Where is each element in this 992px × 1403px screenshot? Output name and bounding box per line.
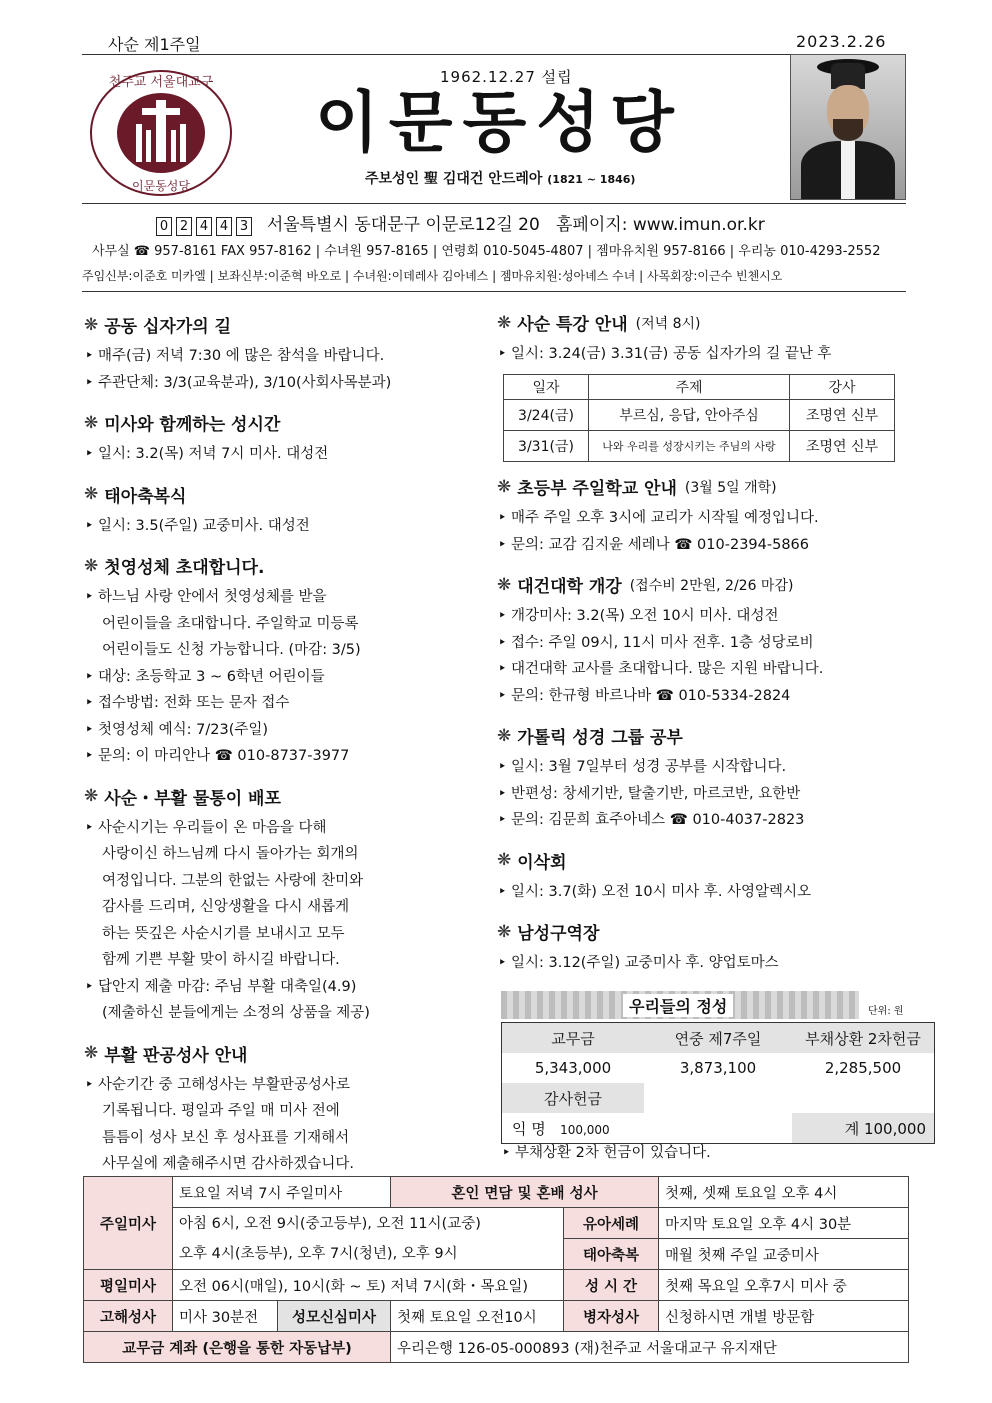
notice-line: 틈틈이 성사 보신 후 성사표를 기재해서 (102, 1129, 350, 1146)
table-header: 강사 (790, 374, 895, 399)
section-title (84, 482, 494, 507)
logo-text-bottom: 이문동성당 (132, 179, 190, 193)
section-title-text: 첫영성체 초대합니다. (104, 558, 265, 578)
star-icon: ❋ (497, 574, 512, 595)
offering-note: ‣ 부채상환 2차 헌금이 있습니다. (501, 1140, 992, 1167)
address-line (156, 210, 765, 236)
notice-line: ‣ 문의: 이 마리안나 ☎ 010-8737-3977 (84, 743, 494, 770)
notice-line: 어린이들도 신청 가능합니다. (마감: 3/5) (102, 642, 361, 658)
table-row (504, 430, 895, 461)
notice-line: ‣ 문의: 김문희 효주아네스 ☎ 010-4037-2823 (497, 807, 907, 834)
star-icon: ❋ (84, 555, 99, 576)
section-title-text: 대건대학 개강 (517, 577, 622, 597)
notice-line: ‣ 매주(금) 저녁 7:30 에 많은 참석을 바랍니다. (84, 343, 494, 370)
marriage-label: 혼인 면담 및 혼배 성사 (391, 1177, 659, 1208)
account-label: 교무금 계좌 (은행을 통한 자동납부) (84, 1332, 391, 1363)
issue-date: 2023.2.26 (796, 32, 887, 51)
notice-section (497, 848, 907, 906)
table-header: 부채상환 2차헌금 (805, 1029, 921, 1048)
section-title (84, 410, 494, 435)
sunday-mass-times (173, 1208, 564, 1270)
sunday-mass-line: 아침 6시, 오전 9시(중고등부), 오전 11시(교중) (179, 1215, 481, 1232)
parish-logo (90, 70, 232, 196)
section-title (497, 848, 907, 873)
sick-sacrament-label: 병자성사 (564, 1301, 659, 1332)
notice-line: 어린이들을 초대합니다. 주일학교 미등록 (102, 615, 359, 632)
sunday-mass-sat: 토요일 저녁 7시 주일미사 (173, 1177, 391, 1208)
left-column (84, 312, 494, 1192)
holy-hour-label: 성 시 간 (564, 1270, 659, 1301)
section-title-text: 이삭회 (517, 852, 567, 873)
notice-section (497, 474, 907, 558)
table-cell: 조명연 신부 (790, 430, 895, 461)
staff-list: 주임신부:이준호 미카엘 | 보좌신부:이준혁 바오로 | 수녀원:이데레사 김아녜스 | 젬마유치원:성아녜스 수녀 | 사목회장:이근수 빈첸시오 (82, 269, 783, 283)
section-title-text: 태아축복식 (104, 486, 187, 507)
fetal-blessing-time: 매월 첫째 주일 교중미사 (659, 1239, 909, 1270)
notice-line: ‣ 접수: 주일 09시, 11시 미사 전후. 1층 성당로비 (497, 630, 907, 657)
notice-line: (제출하신 분들에게는 소정의 상품을 제공) (102, 1005, 370, 1021)
offering-table (501, 1022, 935, 1144)
founded-date: 1962.12.27 설립 (440, 68, 573, 86)
offering-banner (501, 991, 859, 1019)
confession-time: 미사 30분전 (173, 1301, 278, 1332)
offering-banner-text: 우리들의 정성 (623, 994, 733, 1017)
section-subtitle: (3월 5일 개학) (684, 479, 777, 496)
table-cell: 3/31(금) (504, 430, 589, 461)
notice-section (497, 919, 907, 977)
star-icon: ❋ (84, 786, 99, 806)
notice-line: ‣ 주관단체: 3/3(교육분과), 3/10(사회사목분과) (84, 370, 494, 397)
section-title (497, 572, 907, 597)
patron-name: 주보성인 聖 김대건 안드레아 (365, 171, 543, 187)
marian-mass-time: 첫째 토요일 오전10시 (391, 1301, 564, 1332)
section-title-text: 초등부 주일학교 안내 (517, 479, 677, 499)
patron-saint (365, 168, 635, 188)
postal-digit: 3 (236, 217, 252, 236)
table-cell: 3,873,100 (679, 1059, 757, 1077)
anon-label: 익 명 (512, 1119, 546, 1138)
notice-line: ‣ 일시: 3월 7일부터 성경 공부를 시작합니다. (497, 754, 907, 781)
section-subtitle: (저녁 8시) (635, 315, 701, 332)
notice-line: ‣ 접수방법: 전화 또는 문자 접수 (84, 690, 494, 717)
postal-code (156, 215, 261, 235)
star-icon: ❋ (497, 850, 512, 870)
notice-line: ‣ 대상: 초등학교 3 ~ 6학년 어린이들 (84, 664, 494, 691)
homepage-link[interactable]: www.imun.or.kr (632, 215, 765, 235)
postal-digit: 2 (176, 217, 192, 236)
logo-text-top: 천주교 서울대교구 (108, 75, 214, 90)
notice-line: ‣ 사순기간 중 고해성사는 부활판공성사로 (84, 1072, 494, 1099)
table-cell: 2,285,500 (824, 1059, 902, 1077)
table-cell (502, 1113, 645, 1144)
homepage-label: 홈페이지: (556, 215, 628, 235)
sunday-mass-line: 오후 4시(초등부), 오후 7시(청년), 오후 9시 (179, 1245, 458, 1262)
notice-section (84, 553, 494, 770)
star-icon: ❋ (84, 484, 99, 504)
notice-section (84, 784, 494, 1027)
schedule-table (83, 1176, 909, 1363)
section-title (84, 553, 494, 578)
notice-line: ‣ 문의: 교감 김지윤 세레나 ☎ 010-2394-5866 (497, 532, 907, 559)
right-column (497, 474, 907, 991)
lecture-table (503, 374, 895, 462)
star-icon: ❋ (497, 725, 512, 746)
notice-line: 사랑이신 하느님께 다시 돌아가는 회개의 (102, 846, 359, 862)
star-icon: ❋ (497, 476, 512, 497)
section-title (84, 784, 494, 809)
section-title-text: 부활 판공성사 안내 (104, 1045, 248, 1066)
notice-line: 여정입니다. 그분의 한없는 사랑에 찬미와 (102, 872, 364, 889)
sunday-mass-label: 주일미사 (84, 1177, 173, 1270)
table-cell: 계 100,000 (792, 1113, 935, 1144)
weekday-mass-times: 오전 06시(매일), 10시(화 ~ 토) 저녁 7시(화・목요일) (173, 1270, 564, 1301)
notice-line: 함께 기쁜 부활 맞이 하시길 바랍니다. (102, 952, 340, 968)
star-icon: ❋ (497, 312, 512, 333)
notice-line: ‣ 첫영성체 예식: 7/23(주일) (84, 717, 494, 744)
table-header: 일자 (504, 374, 589, 399)
table-cell: 3/24(금) (504, 399, 589, 430)
page-title: 이문동성당 (315, 84, 684, 161)
address: 서울특별시 동대문구 이문로12길 20 (266, 215, 540, 235)
sick-sacrament-time: 신청하시면 개별 방문함 (659, 1301, 909, 1332)
lenten-lecture-section (497, 310, 897, 462)
notice-line: ‣ 개강미사: 3.2(목) 오전 10시 미사. 대성전 (497, 603, 907, 630)
contact-numbers: 사무실 ☎ 957-8161 FAX 957-8162 | 수녀원 957-8165 | 연령회 010-5045-4807 | 젬마유치원 957-8166 | 우리농 010-4293-2552 (92, 244, 881, 259)
table-cell: 부르심, 응답, 안아주심 (589, 399, 790, 430)
notice-line: ‣ 일시: 3.2(목) 저녁 7시 미사. 대성전 (84, 441, 494, 468)
postal-digit: 4 (216, 217, 232, 236)
notice-line: 감사를 드리며, 신앙생활을 다시 새롭게 (102, 899, 350, 915)
notice-section (84, 312, 494, 396)
confession-label: 고해성사 (84, 1301, 173, 1332)
notice-section (497, 723, 907, 834)
section-title-text: 남성구역장 (517, 924, 600, 944)
holy-hour-time: 첫째 목요일 오후7시 미사 중 (659, 1270, 909, 1301)
notice-line: 하는 뜻깊은 사순시기를 보내시고 모두 (102, 925, 345, 942)
notice-section (84, 1041, 494, 1178)
week-label: 사순 제1주일 (108, 35, 201, 54)
notice-line: ‣ 일시: 3.12(주일) 교중미사 후. 양업토마스 (497, 950, 907, 977)
saint-portrait (790, 54, 906, 200)
star-icon: ❋ (84, 314, 99, 335)
notice-line: ‣ 답안지 제출 마감: 주님 부활 대축일(4.9) (84, 974, 494, 1001)
notice-line: ‣ 문의: 한규형 바르나바 ☎ 010-5334-2824 (497, 683, 907, 710)
marian-mass-label: 성모신심미사 (278, 1301, 391, 1332)
patron-years: (1821 ~ 1846) (547, 173, 636, 186)
unit-label: 단위: 원 (868, 1006, 904, 1017)
table-cell: 감사헌금 (502, 1083, 645, 1113)
table-header: 교무금 (551, 1029, 595, 1048)
notice-line: ‣ 사순시기는 우리들이 온 마음을 다해 (84, 815, 494, 842)
section-title (497, 723, 907, 748)
postal-digit: 0 (156, 217, 172, 236)
notice-line: ‣ 매주 주일 오후 3시에 교리가 시작될 예정입니다. (497, 505, 907, 532)
notice-line: ‣ 반편성: 창세기반, 탈출기반, 마르코반, 요한반 (497, 781, 907, 808)
account-info: 우리은행 126-05-000893 (재)천주교 서울대교구 유지재단 (391, 1332, 909, 1363)
notice-section (497, 572, 907, 709)
anon-value: 100,000 (560, 1122, 610, 1137)
star-icon: ❋ (497, 921, 512, 942)
lecture-date-line: ‣ 일시: 3.24(금) 3.31(금) 공동 십자가의 길 끝난 후 (497, 341, 897, 368)
table-row (504, 399, 895, 430)
infant-baptism-label: 유아세례 (564, 1208, 659, 1239)
section-title-text: 공동 십자가의 길 (104, 317, 232, 337)
section-title (84, 1041, 494, 1066)
section-subtitle: (접수비 2만원, 2/26 마감) (629, 577, 794, 594)
marriage-time: 첫째, 셋째 토요일 오후 4시 (659, 1177, 909, 1208)
section-title (497, 474, 907, 499)
notice-line: 사무실에 제출해주시면 감사하겠습니다. (102, 1156, 354, 1172)
table-header: 주제 (589, 374, 790, 399)
section-title (84, 312, 494, 337)
table-header: 연중 제7주일 (674, 1029, 762, 1048)
table-cell: 5,343,000 (534, 1059, 612, 1077)
star-icon: ❋ (84, 1043, 99, 1063)
weekday-mass-label: 평일미사 (84, 1270, 173, 1301)
infant-baptism-time: 마지막 토요일 오후 4시 30분 (659, 1208, 909, 1239)
star-icon: ❋ (84, 412, 99, 433)
notice-line: ‣ 일시: 3.5(주일) 교중미사. 대성전 (84, 513, 494, 540)
postal-digit: 4 (196, 217, 212, 236)
notice-line: ‣ 일시: 3.7(화) 오전 10시 미사 후. 사영알렉시오 (497, 879, 907, 906)
table-cell: 조명연 신부 (790, 399, 895, 430)
table-cell: 나와 우리를 성장시키는 주님의 사랑 (589, 430, 790, 461)
notice-line: ‣ 하느님 사랑 안에서 첫영성체를 받을 (84, 584, 494, 611)
notice-line: 기록됩니다. 평일과 주일 매 미사 전에 (102, 1103, 340, 1119)
section-title (497, 919, 907, 944)
notice-section (84, 410, 494, 468)
section-title-text: 미사와 함께하는 성시간 (104, 415, 281, 435)
section-title-text: 사순 특강 안내 (517, 315, 628, 335)
section-title-text: 가톨릭 성경 그룹 공부 (517, 728, 683, 748)
notice-line: ‣ 대건대학 교사를 초대합니다. 많은 지원 바랍니다. (497, 656, 907, 683)
section-title (497, 310, 897, 335)
notice-section (84, 482, 494, 540)
fetal-blessing-label: 태아축복 (564, 1239, 659, 1270)
section-title-text: 사순・부활 물통이 배포 (104, 788, 281, 809)
